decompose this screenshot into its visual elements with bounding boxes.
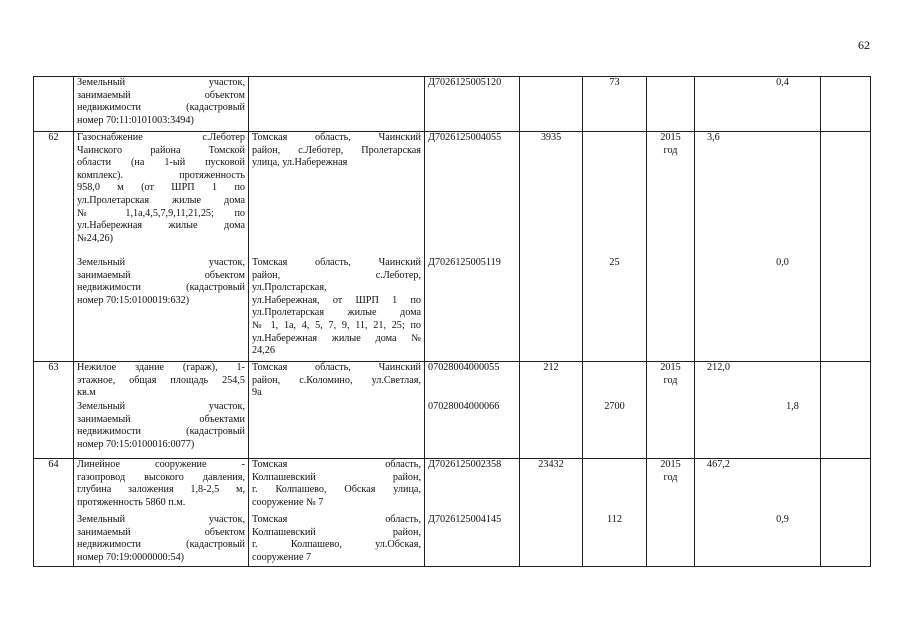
registry-number: Д7026125004145	[428, 514, 502, 525]
year-cell	[647, 362, 695, 459]
address-line: район, с.Леботер,	[252, 269, 421, 281]
registry-number-cell-item	[425, 362, 519, 375]
amount-cell-item	[695, 401, 820, 414]
address-line: Томская область,	[252, 459, 421, 470]
registry-number-cell	[425, 459, 520, 567]
address-cell	[249, 132, 425, 362]
amount-text: 0,4	[776, 77, 789, 88]
year-text: 2015	[660, 362, 681, 373]
object-name-line: ул.Набережная жилые дома	[77, 220, 245, 232]
object-name-cell	[74, 132, 249, 362]
value-cell	[520, 132, 583, 362]
area-cell	[583, 77, 647, 132]
object-name-line: области (на 1-ый пусковой	[77, 157, 245, 169]
address-line: улица, ул.Набережная	[252, 157, 348, 169]
object-name-cell	[74, 77, 249, 132]
registry-number: Д7026125005120	[428, 77, 502, 88]
registry-number-cell-item	[425, 132, 519, 145]
year-cell	[647, 459, 695, 567]
object-name-cell-item	[74, 132, 248, 245]
registry-number-cell	[425, 77, 520, 132]
registry-number: Д7026125004055	[428, 132, 502, 143]
address-cell-item	[249, 257, 424, 358]
registry-number: 07028004000055	[428, 362, 500, 373]
address-line: Колпашевский район,	[252, 526, 421, 538]
address-line: ул.Набережная, от ШРП 1 по	[252, 294, 421, 306]
area-cell-text: 2700	[604, 401, 625, 412]
address-cell-item	[249, 514, 424, 564]
registry-number-cell	[425, 132, 520, 362]
object-name-line: ул.Пролетарская жилые дома	[77, 194, 245, 206]
value-cell-text: 3935	[540, 132, 562, 143]
object-name-cell-item	[74, 77, 248, 127]
object-name-line: занимаемый объектами	[77, 413, 245, 425]
area-cell-text: 73	[609, 77, 620, 88]
area-cell	[583, 459, 647, 567]
object-name-line: Чаинского района Томской	[77, 144, 245, 156]
object-name-line: Земельный участок,	[77, 514, 245, 525]
row-number: 63	[34, 362, 74, 459]
address-cell	[249, 362, 425, 459]
value-cell	[520, 77, 583, 132]
object-name-line: Земельный участок,	[77, 77, 245, 88]
value-cell-item	[520, 362, 582, 375]
address-line: г. Колпашево, Обская улица,	[252, 484, 421, 496]
year-cell	[647, 132, 695, 362]
address-cell	[249, 459, 425, 567]
area-cell-item	[583, 257, 646, 270]
amount-cell-item	[695, 132, 820, 145]
object-name-line: этажное, общая площадь 254,5	[77, 374, 245, 386]
value-cell-text: 23432	[538, 459, 564, 470]
amount-text: 467,2	[707, 459, 730, 470]
value-cell	[520, 459, 583, 567]
area-cell-item	[583, 77, 646, 90]
registry-number-cell-item	[425, 459, 519, 472]
value-cell-item	[520, 132, 582, 145]
address-cell-item	[249, 362, 424, 400]
object-name-cell-item	[74, 514, 248, 564]
object-name-line: недвижимости (кадастровый	[77, 102, 245, 114]
address-line: ул.Набережная жилые дома №	[252, 332, 421, 344]
amount-text: 212,0	[707, 362, 730, 373]
area-cell-text: 25	[609, 257, 620, 268]
address-line: Томская область, Чаинский	[252, 132, 421, 143]
object-name-line: занимаемый объектом	[77, 526, 245, 538]
row-number	[34, 77, 74, 132]
registry-number: Д7026125002358	[428, 459, 502, 470]
registry-number-cell	[425, 362, 520, 459]
object-name-line: номер 70:11:0101003:3494)	[77, 114, 194, 126]
amount-cell	[695, 459, 821, 567]
area-cell-text: 112	[607, 514, 622, 525]
area-cell	[583, 132, 647, 362]
address-line: № 1, 1а, 4, 5, 7, 9, 11, 21, 25; по	[252, 319, 421, 331]
table-row	[34, 362, 871, 459]
address-line: 9а	[252, 387, 262, 399]
object-name-line: недвижимости (кадастровый	[77, 426, 245, 438]
object-name-line: Земельный участок,	[77, 257, 245, 268]
address-line: сооружение 7	[252, 551, 312, 563]
registry-number-cell-item	[425, 77, 519, 90]
object-name-line: газопровод высокого давления,	[77, 471, 245, 483]
address-cell-item	[249, 459, 424, 509]
registry-number-cell-item	[425, 514, 519, 527]
object-name-line: Нежилое здание (гараж), 1-	[77, 362, 245, 373]
object-name-line: занимаемый объектом	[77, 89, 245, 101]
value-cell-text: 212	[543, 362, 559, 373]
empty-cell	[821, 362, 871, 459]
address-line: Томская область, Чаинский	[252, 362, 421, 373]
page-number: 62	[858, 38, 870, 52]
value-cell-item	[520, 459, 582, 472]
registry-number-cell-item	[425, 257, 519, 270]
year-text: год	[663, 144, 678, 156]
area-cell	[583, 362, 647, 459]
object-name-line: номер 70:15:0100016:0077)	[77, 438, 195, 450]
area-cell-item	[583, 401, 646, 414]
area-cell-item	[583, 514, 646, 527]
address-line: Томская область,	[252, 514, 421, 525]
registry-number: 07028004000066	[428, 401, 500, 412]
object-name-line: занимаемый объектом	[77, 269, 245, 281]
address-line: г. Колпашево, ул.Обская,	[252, 539, 421, 551]
object-name-line: №24,26)	[77, 232, 114, 244]
row-number: 64	[34, 459, 74, 567]
empty-cell	[821, 459, 871, 567]
object-name-line: Газоснабжение с.Леботер	[77, 132, 245, 143]
year-cell-item	[647, 362, 694, 387]
object-name-line: номер 70:19:0000000:54)	[77, 551, 185, 563]
amount-text: 0,0	[776, 257, 789, 268]
object-name-cell-item	[74, 401, 248, 451]
object-name-cell	[74, 459, 249, 567]
object-name-line: 958,0 м (от ШРП 1 по	[77, 182, 245, 194]
year-text: год	[663, 471, 678, 483]
amount-text: 3,6	[707, 132, 720, 143]
value-cell	[520, 362, 583, 459]
registry-number: Д7026125005119	[428, 257, 501, 268]
object-name-line: номер 70:15:0100019:632)	[77, 294, 190, 306]
object-name-line: Линейное сооружение -	[77, 459, 245, 470]
amount-cell-item	[695, 257, 820, 270]
year-text: год	[663, 374, 678, 386]
object-name-cell	[74, 362, 249, 459]
amount-cell-item	[695, 459, 820, 472]
table-row	[34, 77, 871, 132]
address-line: Томская область, Чаинский	[252, 257, 421, 268]
address-line: район, с.Леботер, Пролетарская	[252, 144, 421, 156]
object-name-cell-item	[74, 459, 248, 509]
amount-cell	[695, 77, 821, 132]
amount-cell	[695, 362, 821, 459]
year-cell-item	[647, 132, 694, 157]
amount-cell-item	[695, 362, 820, 375]
amount-cell	[695, 132, 821, 362]
address-line: район, с.Коломино, ул.Светлая,	[252, 374, 421, 386]
amount-cell-item	[695, 514, 820, 527]
table-body	[34, 77, 871, 567]
object-name-line: недвижимости (кадастровый	[77, 539, 245, 551]
amount-text: 0,9	[776, 514, 789, 525]
object-name-line: кв.м	[77, 387, 96, 399]
year-cell	[647, 77, 695, 132]
amount-cell-item	[695, 77, 820, 90]
object-name-line: глубина заложения 1,8-2,5 м,	[77, 484, 245, 496]
object-name-cell-item	[74, 362, 248, 400]
object-name-line: Земельный участок,	[77, 401, 245, 412]
empty-cell	[821, 77, 871, 132]
object-name-line: комплекс). протяженность	[77, 169, 245, 181]
object-name-line: протяженность 5860 п.м.	[77, 496, 186, 508]
address-cell-item	[249, 132, 424, 170]
object-name-cell-item	[74, 257, 248, 307]
address-line: ул.Пролстарская,	[252, 282, 327, 294]
object-name-line: № 1,1а,4,5,7,9,11,21,25; по	[77, 207, 245, 219]
registry-number-cell-item	[425, 401, 519, 414]
row-number: 62	[34, 132, 74, 362]
property-table	[33, 76, 871, 567]
amount-text: 1,8	[786, 401, 799, 412]
table-row	[34, 459, 871, 567]
address-line: ул.Пролетарская жилые дома	[252, 307, 421, 319]
year-text: 2015	[660, 132, 681, 143]
object-name-line: недвижимости (кадастровый	[77, 282, 245, 294]
table-row	[34, 132, 871, 362]
address-line: Колпашевский район,	[252, 471, 421, 483]
empty-cell	[821, 132, 871, 362]
year-text: 2015	[660, 459, 681, 470]
year-cell-item	[647, 459, 694, 484]
address-line: 24,26	[252, 345, 275, 357]
address-cell	[249, 77, 425, 132]
address-line: сооружение № 7	[252, 496, 324, 508]
